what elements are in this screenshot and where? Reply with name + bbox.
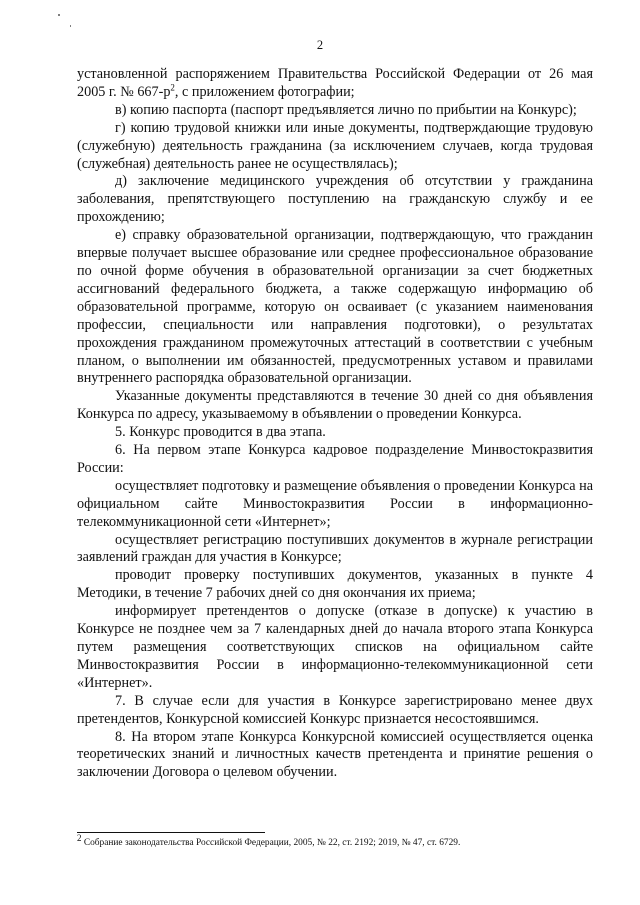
footnote — [77, 832, 597, 849]
paragraph-continuation: установленной распоряжением Правительства Российской Федерации от 26 мая 2005 г. № $667-р^2$, с приложением фотографии; — [77, 66, 593, 100]
paragraph-6-check: проводит проверку поступивших документов, указанных в пункте 4 Методики, в течение 7 рабочих дней со дня окончания их приема; — [77, 567, 593, 602]
paragraph-item-g: г) копию трудовой книжки или иные документы, подтверждающие трудовую (служебную) деятельность гражданина (за исключением случаев, когда трудовая (служебная) деятельность ранее не осуществлялась); — [77, 119, 593, 172]
scan-speck — [70, 25, 71, 27]
paragraph-deadline: Указанные документы представляются в течение 30 дней со дня объявления Конкурса по адресу, указываемому в объявлении о проведении Конкурса. — [77, 388, 593, 423]
paragraph-7: 7. В случае если для участия в Конкурсе зарегистрировано менее двух претендентов, Конкурсной комиссией Конкурс признается несостоявшимся. — [77, 692, 593, 727]
footnote-mark: 2 — [77, 832, 82, 843]
paragraph-item-d: д) заключение медицинского учреждения об отсутствии у гражданина заболевания, препятствующего поступлению на гражданскую службу и ее прохождению; — [77, 173, 593, 226]
paragraph-item-e: е) справку образовательной организации, подтверждающую, что гражданин впервые получает высшее образование или среднее профессиональное образование по очной форме обучения в образовательной организации за счет бюджетных ассигнований федерального бюджета, а также содержащую информацию об образовательной программе, которую он осваивает (с указанием наименования профессии, специальности или направления подготовки), о результатах прохождения гражданином промежуточных аттестаций в соответствии с учебным планом, о выполнении им обязанностей, предусмотренных уставом и правилами внутреннего распорядка образовательной организации. — [77, 227, 593, 387]
paragraph-item-v: в) копию паспорта (паспорт предъявляется лично по прибытии на Конкурс); — [115, 101, 577, 118]
footnote-text: Собрание законодательства Российской Федерации, 2005, № 22, ст. 2192; 2019, № 47, ст. 6729. — [81, 838, 461, 848]
paragraph-5: 5. Конкурс проводится в два этапа. — [115, 424, 326, 441]
scan-speck — [58, 14, 60, 16]
paragraph-6-inform: информирует претендентов о допуске (отказе в допуске) к участию в Конкурсе не позднее чем за 7 календарных дней до начала второго этапа Конкурса путем размещения соответствующих списков на официальном сайте Минвостокразвития России в информационно-телекоммуникационной сети «Интернет». — [77, 603, 593, 691]
body-text — [77, 66, 593, 782]
paragraph-6: 6. На первом этапе Конкурса кадровое подразделение Минвостокразвития России: — [77, 442, 593, 476]
paragraph-8: 8. На втором этапе Конкурса Конкурсной комиссией осуществляется оценка теоретических знаний и личностных качеств претендента и принятие решения о заключении Договора о целевом обучении. — [77, 728, 593, 781]
paragraph-6-publish: осуществляет подготовку и размещение объявления о проведении Конкурса на официальном сайте Минвостокразвития России в информационно-телекоммуникационной сети «Интернет»; — [77, 477, 593, 530]
footnote-ref: 2 — [170, 82, 175, 93]
paragraph-6-register: осуществляет регистрацию поступивших документов в журнале регистрации заявлений граждан для участия в Конкурсе; — [77, 531, 593, 566]
page-number: 2 — [316, 38, 324, 52]
footnote-divider — [77, 832, 265, 833]
